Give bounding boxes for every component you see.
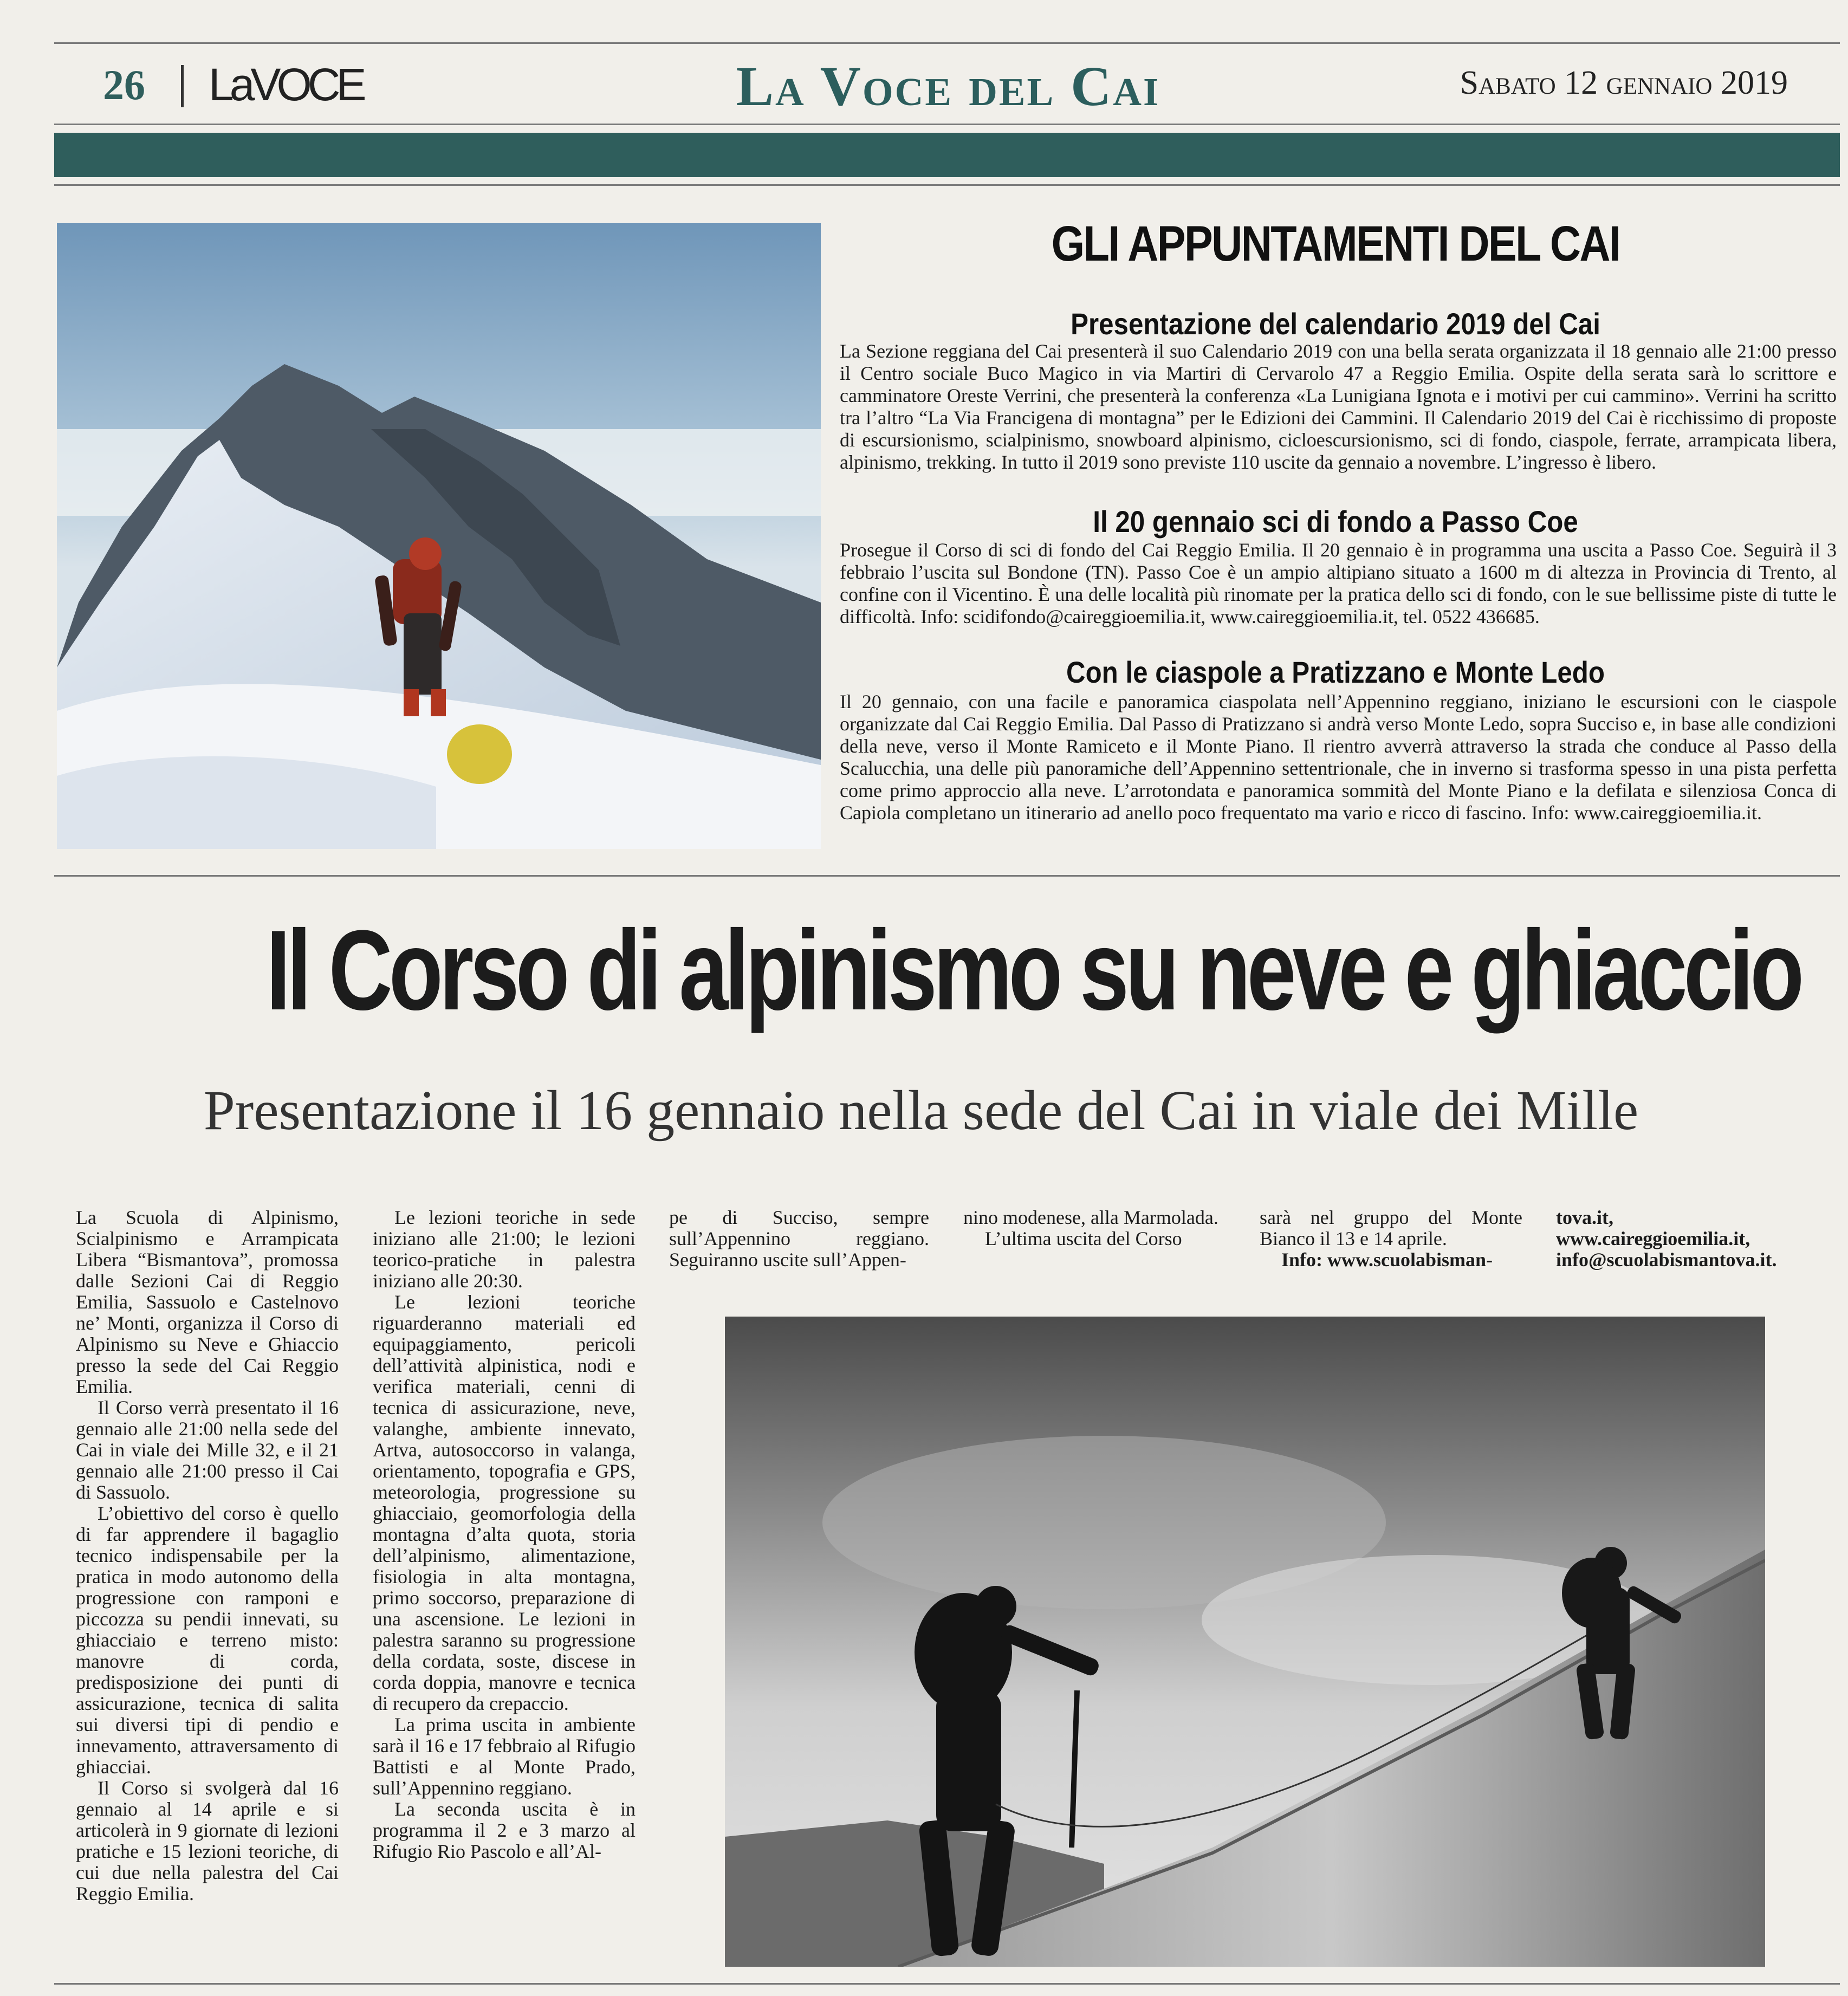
section-color-band xyxy=(54,133,1840,177)
mountaineer-summit-photo xyxy=(57,223,821,849)
appointment-2-title: Il 20 gennaio sci di fondo a Passo Coe xyxy=(1093,504,1578,539)
column-4-paragraph: nino modenese, alla Marmolada. xyxy=(963,1207,1218,1228)
column-1-paragraph: La Scuola di Alpinismo, Scialpinismo e Arrampicata Libera “Bismantova”, promossa dalle Sezioni Cai di Reggio Emilia, Sassuolo e Castelnovo ne’ Monti, organizza il Corso di Alpinismo su Neve e Ghiaccio presso la sede del Cai Reggio Emilia. xyxy=(76,1207,339,1397)
article-column-6 xyxy=(1556,1207,1784,1271)
column-2-paragraph: La prima uscita in ambiente sarà il 16 e 17 febbraio al Rifugio Battisti e al Monte Prado, sull’Appennino reggiano. xyxy=(373,1714,636,1799)
article-column-2 xyxy=(373,1207,636,1862)
appointment-3-text: Il 20 gennaio, con una facile e panoramica ciaspolata nell’Appennino reggiano, iniziano le escursioni con le ciaspole organizzate dal Cai Reggio Emilia. Dal Passo di Pratizzano si andrà verso Monte Ledo, sopra Succiso e, in base alle condizioni della neve, verso il Monte Ramiceto e il Monte Piano. Il rientro avverrà attraverso la strada che conduce al Passo della Scalucchia, una delle più panoramiche dell’Appennino settentrionale, che in inverno si trasforma spesso in una pista perfetta come primo approccio alla neve. L’arrotondata e panoramica sommità del Monte Piano e la defilata e silenziosa Conca di Capiola completano un itinerario ad anello poco frequentato ma vario e ricco di fascino. Info: www.caireggioemilia.it. xyxy=(840,691,1837,824)
band-underline xyxy=(54,184,1840,186)
column-3-paragraph: pe di Succiso, sempre sull’Appennino reggiano. Seguiranno uscite sull’Appen- xyxy=(669,1207,929,1271)
newspaper-logo: LaVOCE xyxy=(209,59,362,110)
info-link-part-2[interactable]: tova.it, www.caireggioemilia.it, info@scuolabismantova.it. xyxy=(1556,1207,1777,1271)
section-divider xyxy=(54,875,1840,877)
article-column-1 xyxy=(76,1207,339,1904)
page-number: 26 xyxy=(103,61,145,108)
column-2-paragraph: Le lezioni teoriche in sede iniziano alle 21:00; le lezioni teorico-pratiche in palestra iniziano alle 20:30. xyxy=(373,1207,636,1292)
column-1-paragraph: L’obiettivo del corso è quello di far apprendere il bagaglio tecnico indispensabile per la pratica in modo autonomo della progressione con ramponi e piccozza su pendii innevati, su ghiacciaio e terreno misto: manovre di corda, predisposizione dei punti di assicurazione, tecnica di salita sui diversi tipi di pendio e innevamento, attraversamento di ghiacciai. xyxy=(76,1502,339,1778)
appointments-heading: GLI APPUNTAMENTI DEL CAI xyxy=(1051,216,1620,271)
article-column-5 xyxy=(1260,1207,1522,1271)
top-rule xyxy=(54,42,1840,44)
column-1-paragraph: Il Corso verrà presentato il 16 gennaio alle 21:00 nella sede del Cai in viale dei Mille 32, e il 21 gennaio alle 21:00 presso il Cai di Sassuolo. xyxy=(76,1397,339,1503)
column-2-paragraph: Le lezioni teoriche riguarderanno materiali ed equipaggiamento, pericoli dell’attività alpinistica, nodi e verifica materiali, cenni di tecnica di assicurazione, neve, valanghe, ambiente innevato, Artva, autosoccorso in valanga, orientamento, topografia e GPS, meteorologia, progressione su ghiacciaio, geomorfologia della montagna d’alta quota, storia dell’alpinismo, alimentazione, fisiologia in alta montagna, primo soccorso, preparazione di una ascensione. Le lezioni in palestra saranno su progressione della cordata, soste, discese in corda doppia, manovre e tecnica di recupero da crepaccio. xyxy=(373,1291,636,1714)
main-headline: Il Corso di alpinismo su neve e ghiaccio xyxy=(266,906,1801,1034)
section-title: La Voce del Cai xyxy=(736,55,1160,118)
issue-date: Sabato 12 gennaio 2019 xyxy=(1460,64,1788,101)
header-bottom-rule xyxy=(54,124,1840,125)
main-subheadline: Presentazione il 16 gennaio nella sede del Cai in viale dei Mille xyxy=(203,1079,1639,1142)
roped-climbers-photo xyxy=(725,1317,1765,1967)
page-bottom-rule xyxy=(54,1983,1840,1985)
appointment-3-title: Con le ciaspole a Pratizzano e Monte Ledo xyxy=(1066,655,1605,689)
appointment-1-text: La Sezione reggiana del Cai presenterà il suo Calendario 2019 con una bella serata organizzata il 18 gennaio alle 21:00 presso il Centro sociale Buco Magico in via Martiri di Cervarolo 47 a Reggio Emilia. Ospite della serata sarà lo scrittore e camminatore Oreste Verrini, che presenterà la conferenza «La Lunigiana Ignota e i motivi per cui cammino». Verrini ha scritto tra l’altro “La Via Francigena di montagna” per le Edizioni dei Cammini. Il Calendario 2019 del Cai è ricchissimo di proposte di escursionismo, scialpinismo, snowboard alpinismo, cicloescursionismo, sci di fondo, ciaspole, ferrate, arrampicata libera, alpinismo, trekking. In tutto il 2019 sono previste 110 uscite da gennaio a novembre. L’ingresso è libero. xyxy=(840,340,1837,473)
column-1-paragraph: Il Corso si svolgerà dal 16 gennaio al 14 aprile e si articolerà in 9 giornate di lezioni pratiche e 15 lezioni teoriche, di cui due nella palestra del Cai Reggio Emilia. xyxy=(76,1777,339,1904)
article-column-4 xyxy=(963,1207,1226,1249)
info-link-part-1[interactable]: Info: www.scuolabisman- xyxy=(1281,1249,1493,1271)
column-5-paragraph: sarà nel gruppo del Monte Bianco il 13 e 14 aprile. xyxy=(1260,1207,1522,1249)
column-4-paragraph: L’ultima uscita del Corso xyxy=(985,1228,1182,1249)
article-column-3 xyxy=(669,1207,929,1271)
appointment-1-title: Presentazione del calendario 2019 del Cai xyxy=(1071,307,1600,341)
column-2-paragraph: La seconda uscita è in programma il 2 e 3 marzo al Rifugio Rio Pascolo e all’Al- xyxy=(373,1798,636,1862)
appointment-2-text: Prosegue il Corso di sci di fondo del Cai Reggio Emilia. Il 20 gennaio è in programma una uscita a Passo Coe. Seguirà il 3 febbraio l’uscita sul Bondone (TN). Passo Coe è un ampio altipiano situato a 1600 m di altezza in Provincia di Trento, al confine con il Vicentino. È una delle località più rinomate per la pratica dello sci di fondo, con le sue bellissime piste di tutte le difficoltà. Info: scidifondo@caireggioemilia.it, www.caireggioemilia.it, tel. 0522 436685. xyxy=(840,539,1837,627)
header-separator xyxy=(181,65,184,107)
